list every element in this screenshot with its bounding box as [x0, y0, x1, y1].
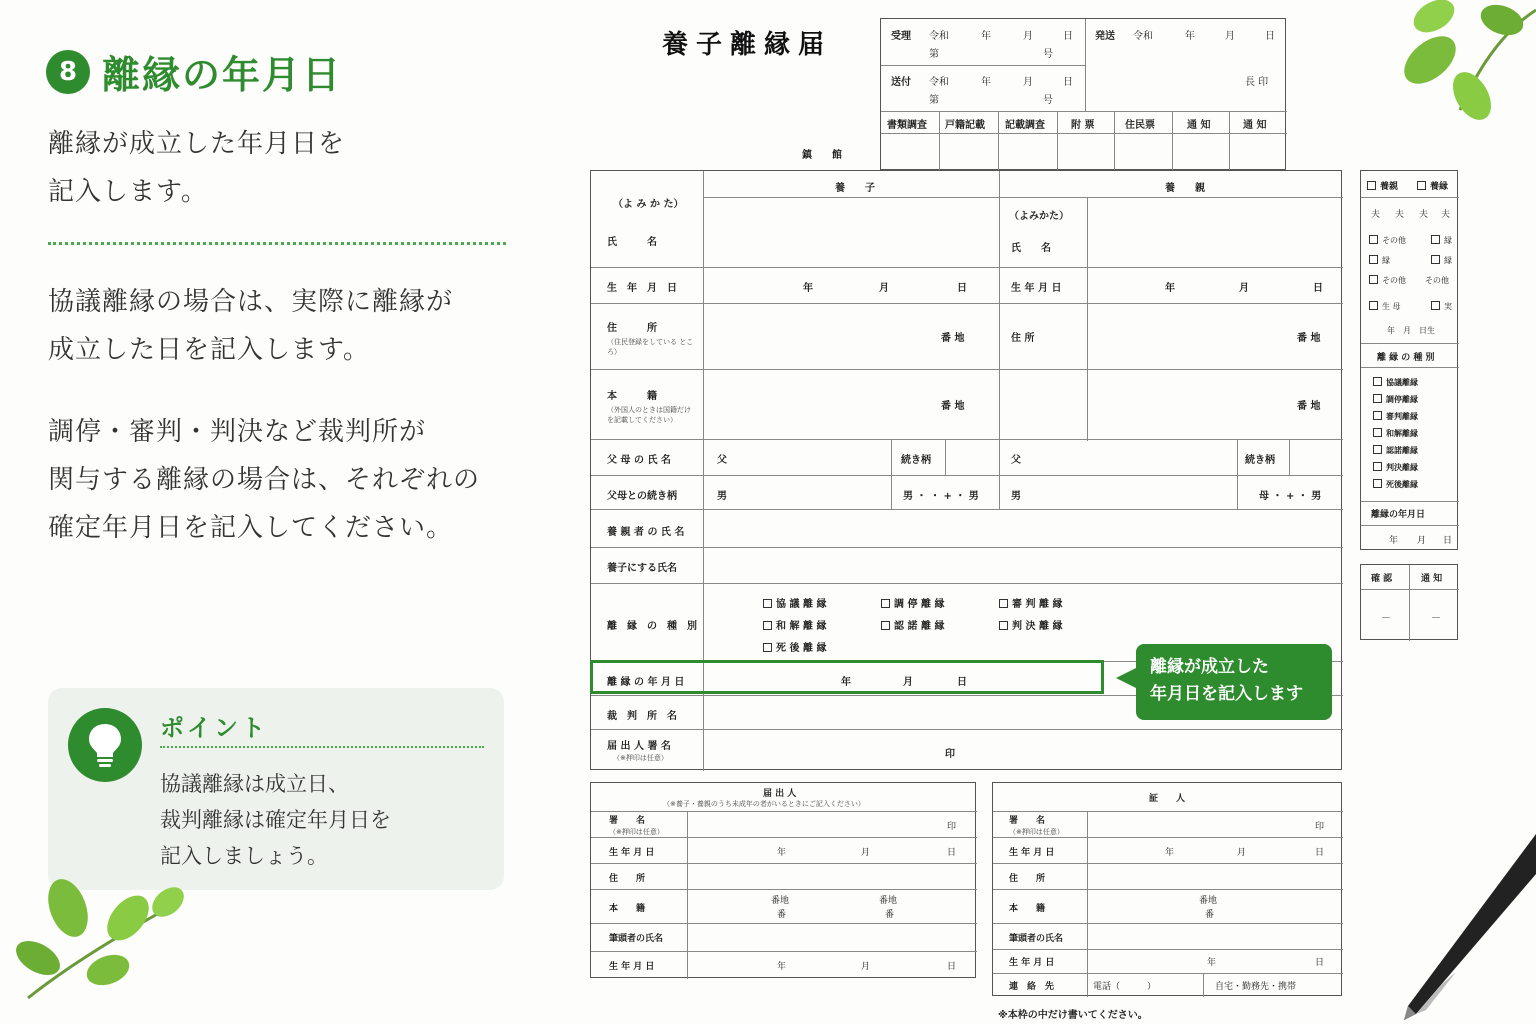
month-unit: 月	[861, 848, 871, 858]
father-label: 父	[717, 455, 727, 466]
leaf-icon	[8, 878, 188, 1008]
paragraph-line: 関与する離縁の場合は、それぞれの	[48, 465, 481, 495]
seal-mark: 印	[947, 822, 957, 832]
side-check[interactable]: 生 母	[1369, 301, 1401, 312]
parents-label: 父 母 の 氏 名	[607, 455, 671, 466]
point-box	[48, 688, 504, 890]
signer-note: （※押印は任意）	[613, 754, 668, 762]
side-type-check[interactable]: 審判離縁	[1373, 411, 1418, 422]
era-text: 令和	[929, 77, 949, 88]
side-type-check[interactable]: 判決離縁	[1373, 462, 1418, 473]
witness-contact-label: 連 絡 先	[1009, 982, 1055, 992]
chief-seal-label: 長 印	[1245, 77, 1269, 88]
reporter-head-name-label: 筆頭者の氏名	[609, 934, 664, 944]
witness-head-name-label: 筆頭者の氏名	[1009, 934, 1064, 944]
callout-line: 離縁が成立した	[1150, 657, 1269, 677]
banchi-label: 番地	[1199, 896, 1218, 906]
relation-row-label: 父母との続き柄	[607, 491, 677, 502]
pen-icon	[1396, 834, 1536, 1024]
month-unit: 月	[861, 962, 871, 972]
male-label: 男	[717, 491, 727, 502]
side-text: 夫	[1441, 210, 1451, 220]
number-suffix: 号	[1043, 95, 1053, 106]
ban-label: 番	[1205, 910, 1215, 920]
birthdate-label: 生 年 月 日	[607, 283, 677, 294]
intro-line: 記入します。	[48, 177, 208, 207]
check-header: 附 票	[1071, 120, 1095, 131]
year-unit: 年	[777, 848, 787, 858]
male-label: 男	[1011, 491, 1021, 502]
side-text: 夫	[1371, 210, 1381, 220]
side-panel	[1360, 170, 1458, 550]
paragraph-line: 成立した日を記入します。	[48, 335, 370, 365]
reporter-sign-label: 署 名	[609, 816, 646, 826]
birthdate-label: 生 年 月 日	[1011, 283, 1062, 294]
side-text: 年 月 日生	[1387, 326, 1435, 335]
father-label: 父	[1011, 455, 1021, 466]
point-text	[160, 766, 391, 874]
side-text: 夫	[1395, 210, 1405, 220]
confirm-box	[1360, 564, 1458, 640]
relation-values: 母 ・ + ・ 男	[1259, 491, 1322, 502]
check-header: 通 知	[1187, 120, 1211, 131]
day-unit: 日	[947, 962, 957, 972]
point-line: 協議離縁は成立日、	[160, 772, 349, 796]
checkbox-shigo[interactable]: 死 後 離 縁	[763, 639, 826, 654]
side-type-check[interactable]: 和解離縁	[1373, 428, 1418, 439]
year-unit: 年	[803, 283, 813, 294]
banchi-label: 番 地	[1297, 333, 1321, 344]
reporter-birth-label: 生 年 月 日	[609, 962, 655, 972]
side-type-check[interactable]: 協議離縁	[1373, 377, 1418, 388]
dash: －	[1431, 613, 1441, 624]
reporter-address-label: 住 所	[609, 874, 646, 884]
day-unit: 日	[1313, 283, 1323, 294]
intro-text	[48, 120, 345, 216]
number-prefix: 第	[929, 95, 939, 106]
year-unit: 年	[1389, 536, 1399, 546]
check-header: 通 知	[1243, 120, 1267, 131]
year-unit: 年	[841, 677, 851, 688]
check-header: 書類調査	[887, 120, 927, 131]
instruction-panel	[0, 0, 560, 1024]
month-unit: 月	[903, 677, 913, 688]
divorce-type-label: 離 縁 の 種 別	[607, 621, 697, 632]
name-label: 氏 名	[607, 237, 657, 248]
issue-label: 発送	[1095, 31, 1115, 42]
checkbox-shinpan[interactable]: 審 判 離 縁	[999, 595, 1062, 610]
side-check[interactable]: その他	[1369, 275, 1406, 286]
side-check[interactable]: 実	[1431, 301, 1452, 312]
side-type-check[interactable]: 死後離縁	[1373, 479, 1418, 490]
year-unit: 年	[1165, 848, 1175, 858]
era-text: 令和	[1133, 31, 1153, 42]
reporter-note: （※養子・養親のうち未成年の者がいるときにご記入ください）	[663, 800, 865, 808]
check-header: 記載調査	[1005, 120, 1045, 131]
adopter-name-label: 養 親 者 の 氏 名	[607, 527, 685, 538]
year-unit: 年	[777, 962, 787, 972]
point-label: ポイント	[160, 714, 268, 742]
checkbox-hanketsu[interactable]: 判 決 離 縁	[999, 617, 1062, 632]
side-text: 夫	[1419, 210, 1429, 220]
paragraph-line: 協議離縁の場合は、実際に離縁が	[48, 287, 454, 317]
side-type-title: 離 縁 の 種 別	[1377, 353, 1435, 363]
side-check[interactable]: 縁	[1369, 255, 1390, 266]
address-label: 住 所	[1011, 333, 1035, 344]
callout-arrow	[1116, 668, 1136, 688]
name-label: 氏 名	[1011, 243, 1051, 254]
side-text: その他	[1425, 276, 1449, 285]
reporter-birth-label: 生 年 月 日	[609, 848, 655, 858]
witness-birth-label: 生 年 月 日	[1009, 848, 1055, 858]
day-unit: 日	[1315, 848, 1325, 858]
year-unit: 年	[1165, 283, 1175, 294]
section-heading	[46, 44, 342, 99]
yomikata-label: （よ み か た）	[613, 199, 684, 210]
form-title: 養子離縁届	[662, 30, 833, 60]
side-check[interactable]: その他	[1369, 235, 1406, 246]
side-date-title: 離縁の年月日	[1371, 510, 1426, 520]
day-unit: 日	[947, 848, 957, 858]
leaf-icon	[1390, 0, 1536, 130]
relation-label: 続き柄	[901, 455, 931, 466]
day-unit: 日	[1443, 536, 1453, 546]
side-type-check[interactable]: 調停離縁	[1373, 394, 1418, 405]
reporter-box	[590, 782, 976, 978]
number-prefix: 第	[929, 49, 939, 60]
phone-type-label: 自宅・勤務先・携帯	[1215, 982, 1297, 992]
signer-label: 届 出 人 署 名	[607, 741, 671, 752]
month-unit: 月	[1237, 848, 1247, 858]
day-unit: 日	[957, 677, 967, 688]
check-header: 戸籍記載	[945, 120, 985, 131]
paragraph-line: 確定年月日を記入してください。	[48, 513, 454, 543]
adoptee-name-label: 養子にする氏名	[607, 563, 677, 574]
divorce-date-highlight	[590, 660, 1104, 694]
check-header: 住民票	[1125, 120, 1155, 131]
section-title: 離縁の年月日	[102, 53, 343, 97]
notify-label: 通 知	[1421, 574, 1443, 584]
banchi-label: 番地	[879, 896, 898, 906]
day-unit: 日	[1063, 31, 1073, 42]
side-check-adopter[interactable]: 養親	[1367, 179, 1398, 192]
paragraph-2	[48, 408, 480, 552]
month-unit: 月	[1239, 283, 1249, 294]
banchi-label: 番 地	[941, 333, 965, 344]
court-label: 裁 判 所 名	[607, 711, 677, 722]
adopter-column-header: 養 親	[1165, 183, 1205, 194]
paragraph-line: 調停・審判・判決など裁判所が	[48, 417, 427, 447]
month-unit: 月	[879, 283, 889, 294]
year-unit: 年	[1207, 958, 1217, 968]
witness-sign-note: （※押印は任意）	[1009, 828, 1064, 836]
step-number-badge: 8	[46, 50, 90, 94]
divorce-date-label: 離 縁 の 年 月 日	[607, 677, 685, 688]
reporter-sign-note: （※押印は任意）	[609, 828, 664, 836]
relation-values: 男 ・ ・ + ・ 男	[903, 491, 979, 502]
lightbulb-icon	[68, 708, 142, 782]
address-label: 住 所	[607, 323, 657, 334]
office-use-box	[880, 18, 1286, 170]
side-check[interactable]: 縁	[1431, 235, 1452, 246]
checkbox-kyogi[interactable]: 協 議 離 縁	[763, 595, 826, 610]
witness-box	[992, 782, 1342, 996]
witness-honseki-label: 本 籍	[1009, 904, 1046, 914]
footer-note: ※本枠の中だけ書いてください。	[998, 1010, 1148, 1021]
intro-line: 離縁が成立した年月日を	[48, 129, 346, 159]
dash: －	[1381, 613, 1391, 624]
side-type-check[interactable]: 認諾離縁	[1373, 445, 1418, 456]
day-unit: 日	[957, 283, 967, 294]
address-note: （住民登録をしている ところ）	[607, 338, 694, 356]
checkbox-nindaku[interactable]: 認 諾 離 縁	[881, 617, 944, 632]
day-unit: 日	[1063, 77, 1073, 88]
day-unit: 日	[1265, 31, 1275, 42]
witness-sign-label: 署 名	[1009, 816, 1046, 826]
office-label: 鎮 館	[802, 150, 842, 161]
confirm-label: 確 認	[1371, 574, 1393, 584]
month-unit: 月	[1023, 77, 1033, 88]
seal-mark: 印	[945, 749, 955, 760]
number-suffix: 号	[1043, 49, 1053, 60]
paragraph-1	[48, 278, 453, 374]
day-unit: 日	[1315, 958, 1325, 968]
adoptee-column-header: 養 子	[835, 183, 875, 194]
receipt-label: 受理	[891, 31, 911, 42]
witness-birth-label: 生 年 月 日	[1009, 958, 1055, 968]
callout-line: 年月日を記入します	[1150, 684, 1303, 704]
year-unit: 年	[981, 31, 991, 42]
point-line: 記入しましょう。	[160, 844, 328, 868]
yomikata-label: （よみかた）	[1009, 211, 1069, 222]
witness-title: 証 人	[1149, 794, 1186, 804]
era-text: 令和	[929, 31, 949, 42]
year-unit: 年	[981, 77, 991, 88]
month-unit: 月	[1225, 31, 1235, 42]
month-unit: 月	[1417, 536, 1427, 546]
phone-label: 電話（ ）	[1093, 982, 1157, 992]
relation-label: 続き柄	[1245, 455, 1275, 466]
honseki-note: （外国人のときは国籍だけ を記載してください）	[607, 406, 691, 424]
checkbox-chotei[interactable]: 調 停 離 縁	[881, 595, 944, 610]
ban-label: 番	[885, 910, 895, 920]
point-line: 裁判離縁は確定年月日を	[160, 808, 391, 832]
dotted-divider	[48, 242, 506, 245]
banchi-label: 番 地	[941, 401, 965, 412]
honseki-label: 本 籍	[607, 391, 657, 402]
side-check[interactable]: 縁	[1431, 255, 1452, 266]
banchi-label: 番地	[771, 896, 790, 906]
callout-bubble	[1136, 644, 1332, 720]
seal-mark: 印	[1315, 822, 1325, 832]
point-divider	[160, 746, 484, 748]
reporter-title: 届 出 人	[763, 789, 797, 799]
banchi-label: 番 地	[1297, 401, 1321, 412]
year-unit: 年	[1185, 31, 1195, 42]
checkbox-wakai[interactable]: 和 解 離 縁	[763, 617, 826, 632]
month-unit: 月	[1023, 31, 1033, 42]
sent-label: 送付	[891, 77, 911, 88]
side-check-adoptee[interactable]: 養縁	[1417, 179, 1448, 192]
reporter-honseki-label: 本 籍	[609, 904, 646, 914]
ban-label: 番	[777, 910, 787, 920]
witness-address-label: 住 所	[1009, 874, 1046, 884]
